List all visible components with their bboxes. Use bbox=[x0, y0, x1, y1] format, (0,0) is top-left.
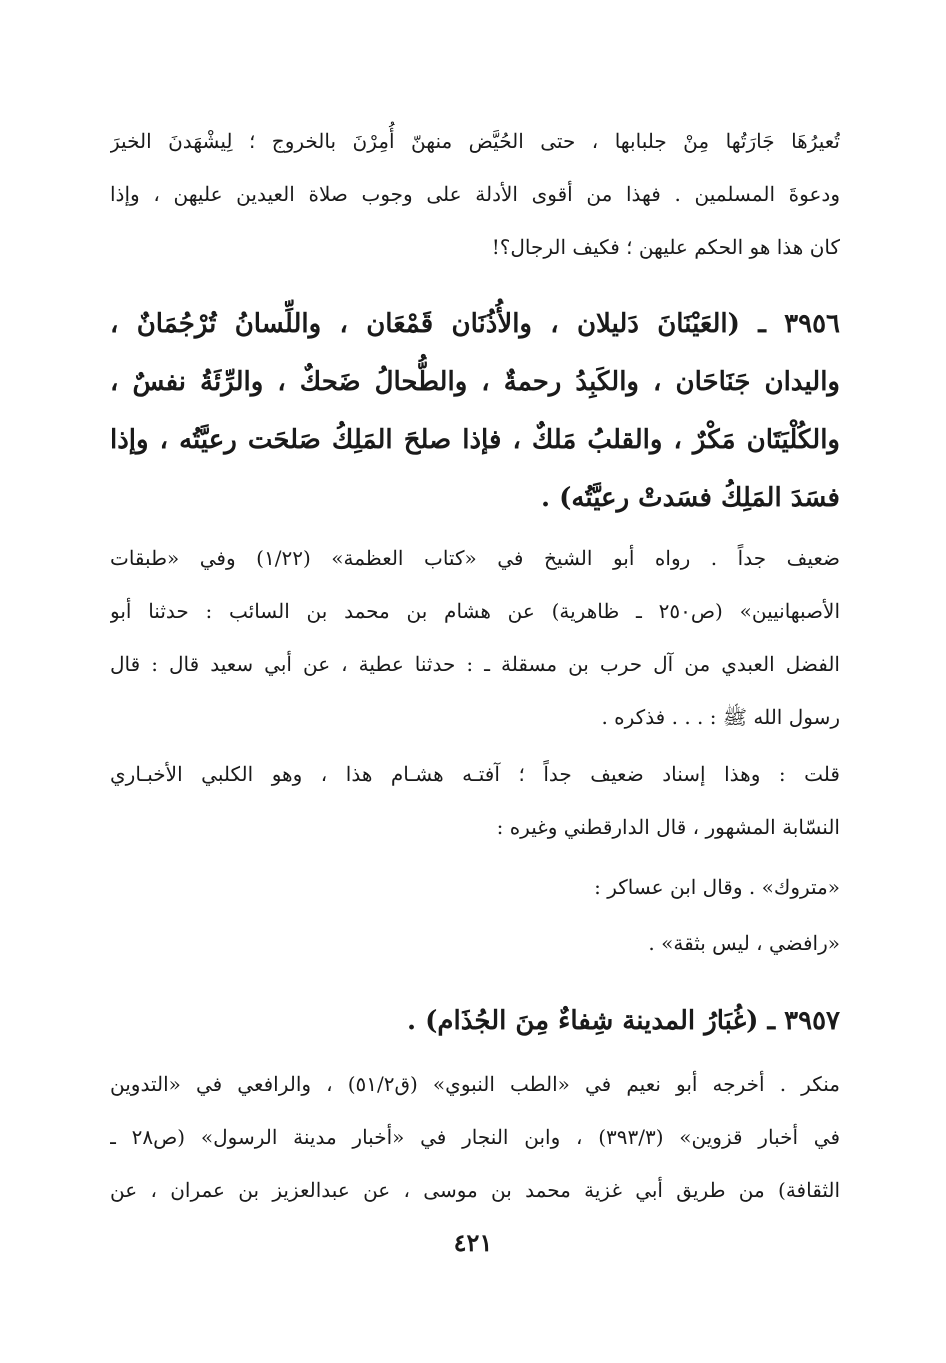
text-line: الثقافة) من طريق أبي غزية محمد بن موسى ، عن عبدالعزيز بن عمران ، عن bbox=[110, 1178, 840, 1202]
text-line: النسّابة المشهور ، قال الدارقطني وغيره : bbox=[496, 815, 840, 839]
text-line: «رافضي ، ليس بثقة» . bbox=[648, 931, 840, 955]
grading-3957-paragraph bbox=[110, 1058, 840, 1217]
comment-paragraph bbox=[110, 748, 840, 854]
text-line: قلت : وهذا إسناد ضعيف جداً ؛ آفتـه هشـام هذا ، وهو الكلبي الأخبـاري bbox=[110, 762, 840, 786]
hadith-line: واليدان جَنَاحَان ، والكَبِدُ رحمةٌ ، والطُّحالُ ضَحكٌ ، والرِّئَةُ نفسٌ ، bbox=[110, 367, 840, 397]
text-line: منكر . أخرجه أبو نعيم في «الطب النبوي» (ق٥١/٢) ، والرافعي في «التدوين bbox=[110, 1072, 840, 1096]
quote-matruk bbox=[110, 861, 840, 914]
intro-paragraph bbox=[110, 115, 840, 274]
text-line: تُعيرُهَا جَارَتُها مِنْ جلبابها ، حتى الحُيَّض منهنّ أُمِرْنَ بالخروج ؛ لِيشْهَدنَ الخيرَ bbox=[110, 129, 840, 153]
text-line: «متروك» . وقال ابن عساكر : bbox=[594, 875, 840, 899]
hadith-line: ٣٩٥٦ ـ (العَيْنَانَ دَليلان ، والأُذُنَان قَمْعَان ، واللِّسانُ تُرْجُمَانٌ ، bbox=[110, 309, 840, 339]
hadith-line: ٣٩٥٧ ـ (غُبَارُ المدينة شِفاءٌ مِنَ الجُذَام) . bbox=[407, 1006, 840, 1036]
text-line: الفضل العبدي من آل حرب بن مسقلة ـ : حدثنا عطية ، عن أبي سعيد قال : قال bbox=[110, 652, 840, 676]
page-number: ٤٢١ bbox=[453, 1228, 493, 1257]
text-line: ضعيف جداً . رواه أبو الشيخ في «كتاب العظمة» (١/٢٢) وفي «طبقات bbox=[110, 546, 840, 570]
text-line: رسول الله ﷺ : . . . فذكره . bbox=[601, 705, 840, 729]
text-line: الأصبهانيين» (ص٢٥٠ ـ ظاهرية) عن هشام بن محمد بن السائب : حدثنا أبو bbox=[110, 599, 840, 623]
hadith-line: فسَدَ المَلِكُ فسَدتْ رعيَّتُه) . bbox=[541, 483, 840, 513]
grading-3956-paragraph bbox=[110, 532, 840, 744]
hadith-3957-text bbox=[110, 992, 840, 1050]
hadith-line: والكُلْيَتَان مَكْرٌ ، والقلبُ مَلكٌ ، فإذا صلحَ المَلِكُ صَلحَت رعيَّتُه ، وإذا bbox=[110, 425, 840, 455]
quote-rafidi bbox=[110, 917, 840, 970]
text-line: كان هذا هو الحكم عليهن ؛ فكيف الرجال؟! bbox=[491, 235, 840, 259]
text-line: ودعوةَ المسلمين . فهذا من أقوى الأدلة على وجوب صلاة العيدين عليهن ، وإذا bbox=[110, 182, 840, 206]
hadith-3956-text bbox=[110, 295, 840, 527]
text-line: في أخبار قزوين» (٣٩٣/٣) ، وابن النجار في «أخبار مدينة الرسول» (ص٢٨ ـ bbox=[110, 1125, 840, 1149]
